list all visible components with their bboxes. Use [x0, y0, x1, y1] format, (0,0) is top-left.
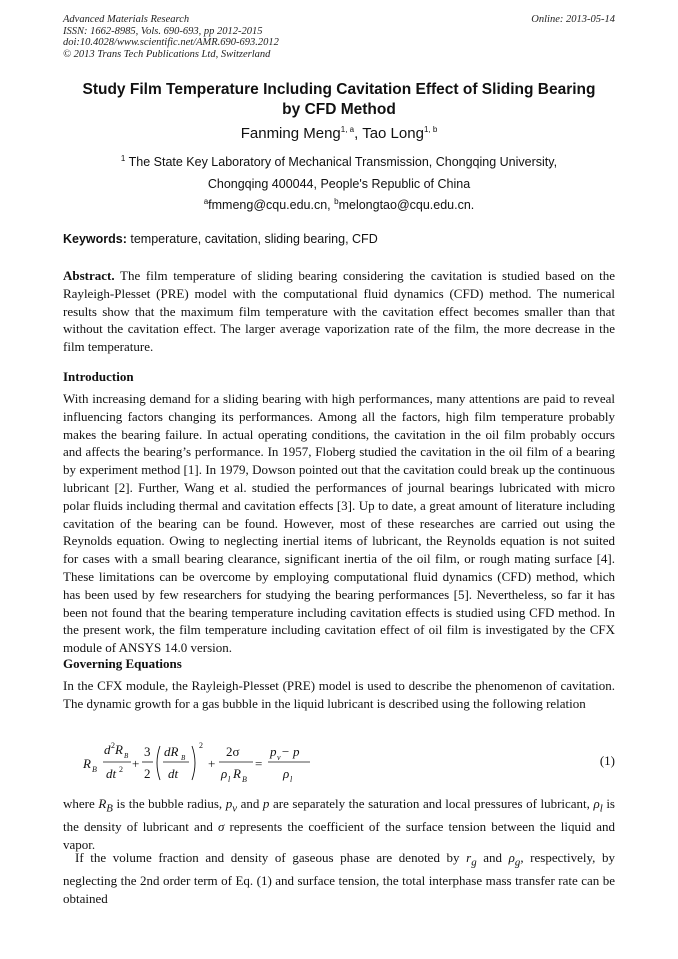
eq-subscript: B [242, 775, 247, 784]
affiliation-name: The State Key Laboratory of Mechanical Transmission, Chongqing University, [125, 155, 558, 169]
author-list [63, 124, 615, 144]
eq-symbol: dR [164, 744, 179, 759]
journal-doi: doi:10.4028/www.scientific.net/AMR.690-693.2012 [63, 37, 279, 49]
variables-definition-paragraph [63, 795, 615, 854]
eq-number: 2 [144, 766, 151, 781]
abstract [63, 267, 615, 356]
email-address: melongtao@cqu.edu.cn. [338, 198, 475, 212]
text-run: and [476, 850, 509, 865]
symbol-rho-l: ρ [593, 796, 600, 811]
affiliation [63, 152, 615, 217]
author-name: Fanming Meng [240, 125, 341, 142]
text-run: are separately the saturation and local pressures of lubricant, [269, 796, 594, 811]
eq-number: 3 [144, 744, 151, 759]
author-name: Tao Long [362, 125, 424, 142]
eq-symbol: 2σ [226, 744, 240, 759]
keywords-label: Keywords: [63, 232, 127, 246]
text-run: is the density of lubricant and [63, 796, 615, 835]
keywords [63, 231, 615, 247]
eq-symbol: d [104, 742, 111, 757]
journal-issn: ISSN: 1662-8985, Vols. 690-693, pp 2012-2015 [63, 25, 263, 37]
keywords-text: temperature, cavitation, sliding bearing, CFD [126, 232, 378, 246]
symbol-subscript: B [106, 802, 113, 815]
symbol-subscript: l [599, 802, 603, 815]
eq-subscript: B [124, 752, 129, 760]
text-run: where [63, 796, 99, 811]
eq-symbol: dt [168, 766, 179, 781]
online-date: Online: 2013-05-14 [531, 14, 615, 25]
text-run: represents the coefficient of the surface tension between the liquid and vapor. [63, 819, 615, 853]
email-address: fmmeng@cqu.edu.cn, [208, 198, 335, 212]
eq-subscript: l [290, 775, 293, 784]
eq-subscript: l [228, 775, 231, 784]
section-heading-governing-equations: Governing Equations [63, 656, 182, 671]
text-run: is the bubble radius, [112, 796, 226, 811]
abstract-label: Abstract. [63, 268, 115, 283]
eq-subscript: B [92, 765, 97, 774]
introduction-paragraph: With increasing demand for a sliding bearing with high performances, many attentions are paid to reveal influencing factors changing its performances. Among all the factors, high film temperature probably makes the bearing failure. In actual operating conditions, the cavitation in the oil film probably occurs and affects the bearing’s performance. In 1957, Floberg studied the cavitation in the oil film of a bearing by experiment method [1]. In 1979, Dowson pointed out that the cavitation could break up the continuous lubricant [2]. Further, Wang et al. studied the performances of journal bearings lubricated with micro polar fluids including thermal and cavitation effects [3]. Up to date, a great amount of literature including cavitation of the bearing can be found. However, most of these researches are carried out using the Reynolds equation. Owing to neglecting inertial items of lubricant, the Reynolds equation is not suited for cases with a small bearing clearance, significant inertia of the oil film, or rough mating surface [4]. These limitations can be overcome by employing computational fluid dynamics (CFD) method, which has been used by few researchers for studying the bearing performances [5]. Nevertheless, so far it has been not found that the bearing temperature including cavitation effects is studied using CFD method. In the present work, the film temperature including cavitation effect of oil film is investigated by the CFX module of ANSYS 14.0 version. [63, 391, 615, 656]
symbol-pv: p [225, 796, 233, 811]
eq-symbol: ρ [283, 766, 290, 781]
eq-superscript: 2 [111, 741, 115, 750]
eq-superscript: 2 [199, 741, 203, 750]
eq-operator: = [255, 756, 263, 771]
eq-symbol: ρ [221, 766, 228, 781]
eq-subscript: B [181, 754, 186, 762]
text-run: If the volume fraction and density of gaseous phase are denoted by [75, 850, 467, 865]
governing-paragraph: In the CFX module, the Rayleigh-Plesset (PRE) model is used to describe the phenomenon of cavitation. The dynamic growth for a gas bubble in the liquid lubricant is described using the following relation [63, 678, 615, 711]
symbol-subscript: g [514, 856, 521, 869]
eq-symbol: R [83, 756, 91, 771]
eq-subscript: v [277, 753, 281, 762]
equation-1 [63, 738, 615, 792]
eq-symbol: R [115, 742, 123, 757]
eq-operator: + [132, 756, 140, 771]
eq-symbol: p [270, 744, 277, 759]
equation-number: (1) [599, 753, 615, 768]
symbol-subscript: g [471, 856, 477, 869]
symbol-subscript: v [232, 802, 238, 815]
email-mark: b [334, 196, 339, 206]
eq-symbol: − p [281, 744, 300, 759]
title-line-1: Study Film Temperature Including Cavitation Effect of Sliding Bearing [82, 81, 596, 98]
symbol-sigma: σ [217, 819, 225, 835]
affiliation-line-1 [63, 152, 615, 174]
section-heading-introduction: Introduction [63, 369, 134, 384]
title-line-2: by CFD Method [282, 100, 396, 118]
journal-header [63, 14, 615, 60]
author-affiliation-mark: 1, b [423, 125, 438, 134]
symbol-rg: r [466, 850, 472, 865]
author-separator: , [354, 125, 363, 142]
text-run: and [237, 796, 263, 811]
affiliation-mark: 1 [120, 153, 126, 163]
mass-transfer-paragraph [63, 849, 615, 908]
text-run: , respectively, by neglecting the 2nd order term of Eq. (1) and surface tension, the total interphase mass transfer rate can be obtained [63, 850, 615, 907]
eq-symbol: dt [106, 766, 117, 781]
author-affiliation-mark: 1, a [340, 125, 355, 134]
email-mark: a [203, 196, 209, 206]
eq-operator: + [208, 756, 216, 771]
affiliation-line-2: Chongqing 400044, People's Republic of China [207, 176, 471, 191]
eq-superscript: 2 [119, 765, 123, 774]
rayleigh-plesset-equation [63, 738, 363, 792]
right-paren [192, 746, 195, 780]
left-paren [157, 746, 160, 780]
paper-title [63, 80, 615, 119]
author-emails [63, 195, 615, 217]
symbol-rb: R [98, 796, 107, 811]
symbol-p: p [262, 796, 270, 811]
abstract-text: The film temperature of sliding bearing considering the cavitation is studied based on the Rayleigh-Plesset (PRE) model with the computational fluid dynamics (CFD) method. The numerical results show that the maximum film temperature with the cavitation effect becomes smaller than that without the cavitation effect. The larger average vaporization rate of the film, the more decrease in the film temperature. [63, 268, 615, 355]
journal-name: Advanced Materials Research [63, 14, 190, 25]
symbol-rho-g: ρ [508, 850, 515, 865]
journal-copyright: © 2013 Trans Tech Publications Ltd, Switzerland [63, 48, 271, 60]
eq-symbol: R [233, 766, 241, 781]
